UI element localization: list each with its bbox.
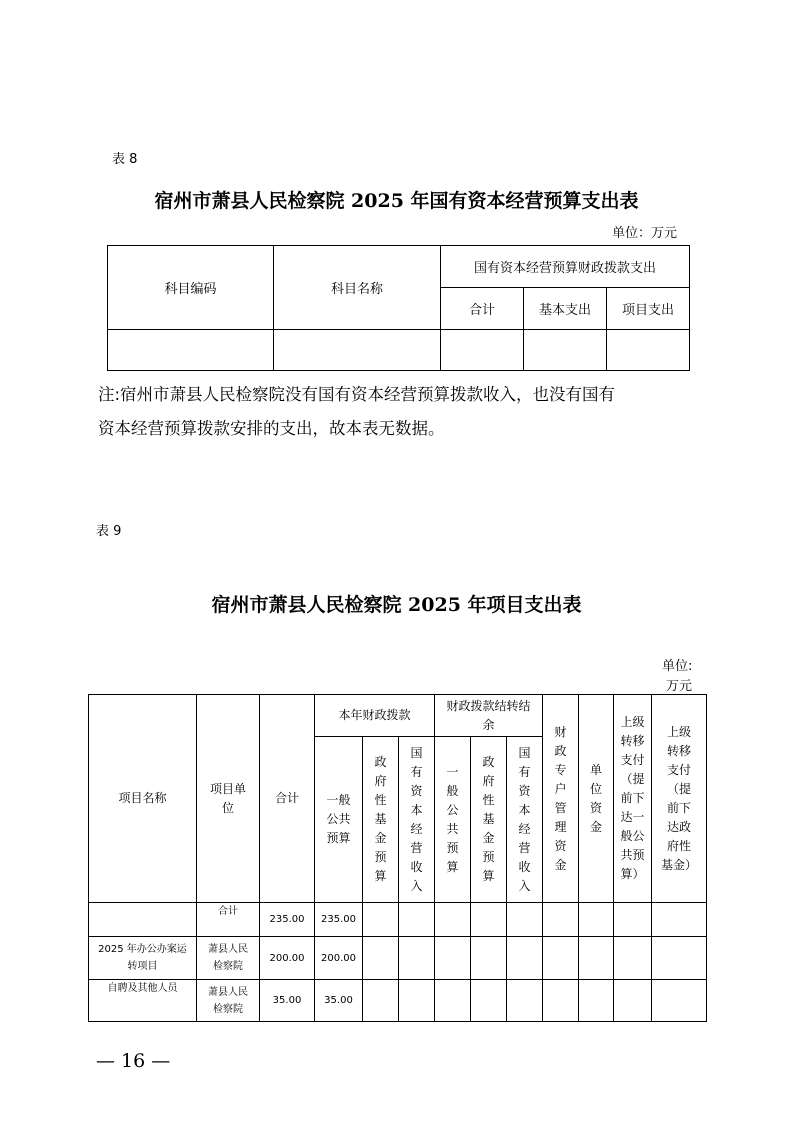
page-number: — 16 —: [96, 1050, 171, 1072]
row1-total: 200.00: [260, 937, 315, 980]
empty-cell: [543, 937, 579, 980]
empty-cell: [363, 903, 399, 937]
header-unit-funds: 单 位 资 金: [579, 695, 614, 903]
header-carryover-l1: 财政拨款结转结: [446, 698, 531, 713]
empty-cell: [399, 903, 435, 937]
header-total: 合计: [260, 695, 315, 903]
header-group: 国有资本经营预算财政拨款支出: [441, 246, 690, 288]
table9-title: 宿州市萧县人民检察院 2025 年项目支出表: [211, 594, 582, 616]
table-row: [89, 980, 707, 1022]
note: [98, 378, 698, 446]
empty-cell: [652, 980, 707, 1022]
header-co-gov-fund: 政 府 性 基 金 预 算: [471, 737, 507, 903]
header-co-general: 一 般 公 共 预 算: [435, 737, 471, 903]
header-basic: 基本支出: [524, 288, 607, 330]
empty-cell: [471, 980, 507, 1022]
header-fiscal-special: 财 政 专 户 管 理 资 金: [543, 695, 579, 903]
empty-cell: [614, 980, 652, 1022]
table9-unit-line2: 万元: [666, 679, 693, 694]
header-state-capital: 国 有 资 本 经 营 收 入: [399, 737, 435, 903]
table8-title: 宿州市萧县人民检察院 2025 年国有资本经营预算支出表: [154, 190, 639, 212]
header-upper-fund: 上级 转移 支付 （提 前下 达政 府性 基金）: [652, 695, 707, 903]
row2-name: [89, 980, 197, 1022]
header-project: 项目支出: [607, 288, 690, 330]
empty-cell: [274, 330, 441, 371]
header-code: 科目编码: [108, 246, 274, 330]
table-row: [89, 937, 707, 980]
note-line-1: 注:宿州市萧县人民检察院没有国有资本经营预算拨款收入，也没有国有: [98, 385, 616, 404]
header-gov-fund: 政 府 性 基 金 预 算: [363, 737, 399, 903]
header-total: 合计: [441, 288, 524, 330]
empty-cell: [441, 330, 524, 371]
empty-cell: [363, 937, 399, 980]
empty-cell: [579, 903, 614, 937]
empty-cell: [607, 330, 690, 371]
row1-name-l1: 2025 年办公办案运: [98, 944, 187, 955]
table8-label: 表 8: [112, 152, 138, 167]
header-carryover: [435, 695, 543, 737]
header-general-budget: 一般 公共 预算: [315, 737, 363, 903]
header-upper-general: 上级 转移 支付 （提 前下 达一 般公 共预 算）: [614, 695, 652, 903]
empty-cell: [543, 903, 579, 937]
row2-general: 35.00: [315, 980, 363, 1022]
row2-unit-l1: 萧县人民: [208, 986, 248, 998]
empty-cell: [614, 937, 652, 980]
header-co-state-capital: 国 有 资 本 经 营 收 入: [507, 737, 543, 903]
row2-unit: [197, 980, 260, 1022]
empty-cell: [614, 903, 652, 937]
empty-cell: [579, 937, 614, 980]
table8-unit: 单位：万元: [612, 226, 678, 241]
table9-label: 表 9: [96, 524, 122, 539]
empty-cell: [471, 937, 507, 980]
header-name: 科目名称: [274, 246, 441, 330]
empty-cell: [507, 937, 543, 980]
header-project-unit-l1: 项目单: [209, 781, 246, 796]
empty-cell: [543, 980, 579, 1022]
row1-general: 200.00: [315, 937, 363, 980]
empty-cell: [108, 330, 274, 371]
row0-general: 235.00: [315, 903, 363, 937]
empty-cell: [435, 937, 471, 980]
row2-total: 35.00: [260, 980, 315, 1022]
table-row: [89, 903, 707, 937]
empty-cell: [652, 903, 707, 937]
table9: [88, 694, 707, 1022]
empty-cell: [399, 937, 435, 980]
empty-cell: [507, 903, 543, 937]
row1-name: [89, 937, 197, 980]
header-current-year: 本年财政拨款: [315, 695, 435, 737]
row1-unit: [197, 937, 260, 980]
empty-cell: [399, 980, 435, 1022]
row0-unit-l1: 合计: [218, 906, 238, 917]
header-project-unit-l2: 位: [221, 800, 234, 815]
table8: [107, 245, 690, 371]
empty-cell: [524, 330, 607, 371]
empty-cell: [363, 980, 399, 1022]
empty-cell: [471, 903, 507, 937]
row1-unit-l1: 萧县人民: [208, 944, 248, 955]
row0-name: [89, 903, 197, 937]
header-project-name: 项目名称: [89, 695, 197, 903]
empty-cell: [435, 980, 471, 1022]
empty-cell: [507, 980, 543, 1022]
header-carryover-l2: 余: [482, 717, 495, 732]
row2-unit-l2: 检察院: [213, 1003, 243, 1015]
table9-unit-line1: 单位:: [662, 659, 693, 674]
row0-total: 235.00: [260, 903, 315, 937]
empty-cell: [435, 903, 471, 937]
header-project-unit: [197, 695, 260, 903]
empty-cell: [652, 937, 707, 980]
row1-unit-l2: 检察院: [213, 961, 243, 972]
row0-unit: [197, 903, 260, 937]
row2-name-l1: 自聘及其他人员: [107, 983, 178, 994]
empty-cell: [579, 980, 614, 1022]
row1-name-l2: 转项目: [127, 961, 158, 972]
note-line-2: 资本经营预算拨款安排的支出，故本表无数据。: [98, 419, 445, 438]
